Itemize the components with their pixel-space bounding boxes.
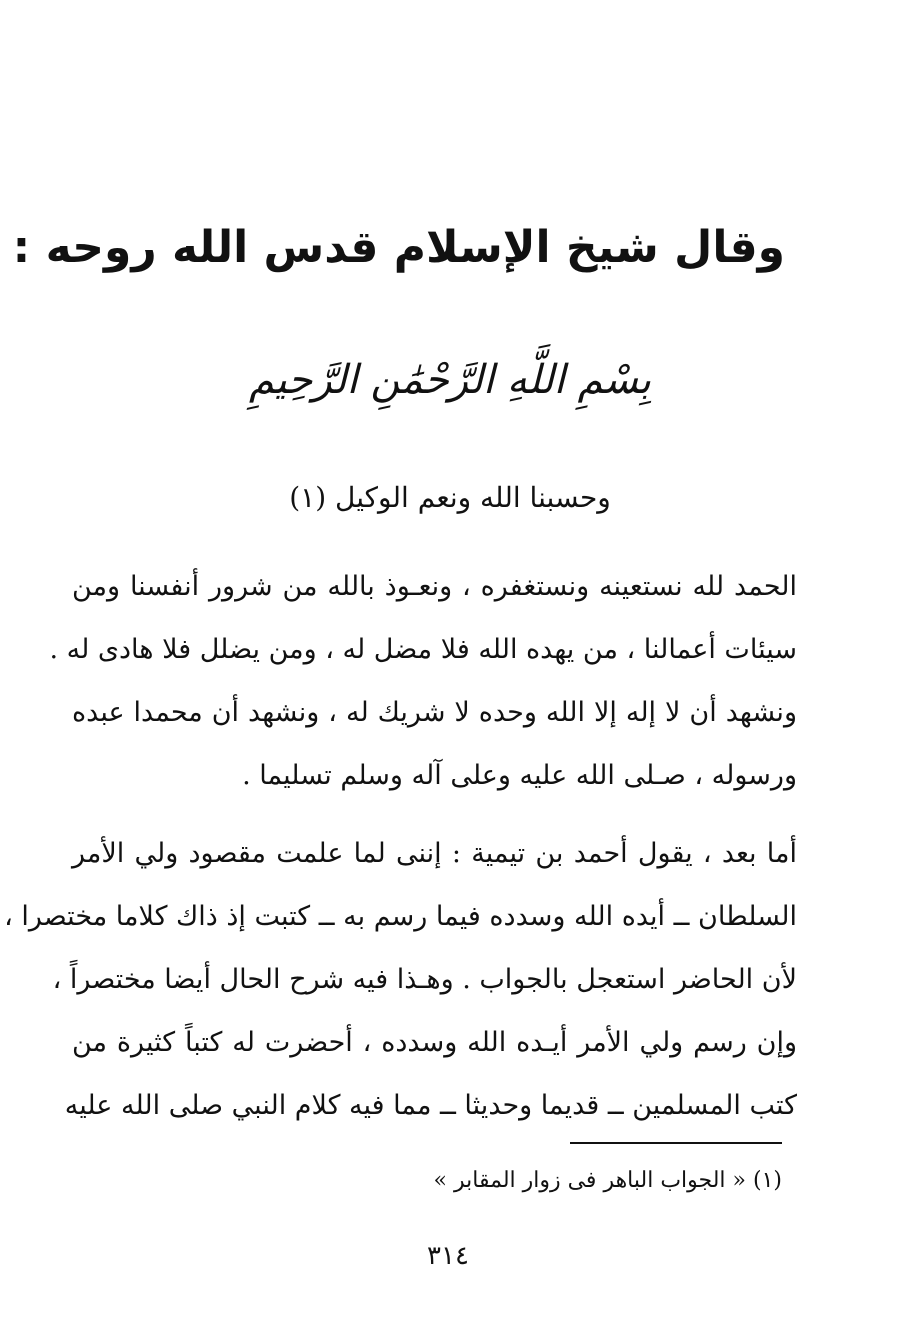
text-line: ورسوله ، صـلى الله عليه وعلى آله وسلم تسليما . bbox=[242, 760, 797, 791]
text-line: لأن الحاضر استعجل بالجواب . وهـذا فيه شرح الحال أيضا مختصراً ، bbox=[52, 964, 797, 995]
basmala-calligraphy: بِسْمِ اللَّهِ الرَّحْمَٰنِ الرَّحِيمِ bbox=[248, 357, 652, 403]
text-line: الحمد لله نستعينه ونستغفره ، ونعـوذ بالله من شرور أنفسنا ومن bbox=[72, 571, 797, 602]
text-line: وإن رسم ولي الأمر أيـده الله وسدده ، أحضرت له كتباً كثيرة من bbox=[72, 1027, 797, 1058]
footnote: (١) « الجواب الباهر فى زوار المقابر » bbox=[433, 1168, 782, 1193]
text-line: ونشهد أن لا إله إلا الله وحده لا شريك له ، ونشهد أن محمدا عبده bbox=[72, 697, 797, 728]
text-line: أما بعد ، يقول أحمد بن تيمية : إننى لما علمت مقصود ولي الأمر bbox=[72, 838, 797, 869]
paragraph-main-body bbox=[4, 822, 797, 1137]
section-heading: وقال شيخ الإسلام قدس الله روحه : bbox=[12, 222, 785, 273]
text-line: كتب المسلمين ــ قديما وحديثا ــ مما فيه كلام النبي صلى الله عليه bbox=[64, 1090, 797, 1121]
text-line: سيئات أعمالنا ، من يهده الله فلا مضل له ، ومن يضلل فلا هادى له . bbox=[49, 634, 797, 665]
text-line: السلطان ــ أيده الله وسدده فيما رسم به ــ كتبت إذ ذاك كلاما مختصرا ، bbox=[4, 901, 797, 932]
invocation-line: وحسبنا الله ونعم الوكيل (١) bbox=[289, 481, 611, 514]
page-number: ٣١٤ bbox=[427, 1241, 469, 1271]
footnote-separator bbox=[570, 1142, 782, 1144]
paragraph-opening-praise bbox=[49, 555, 797, 807]
